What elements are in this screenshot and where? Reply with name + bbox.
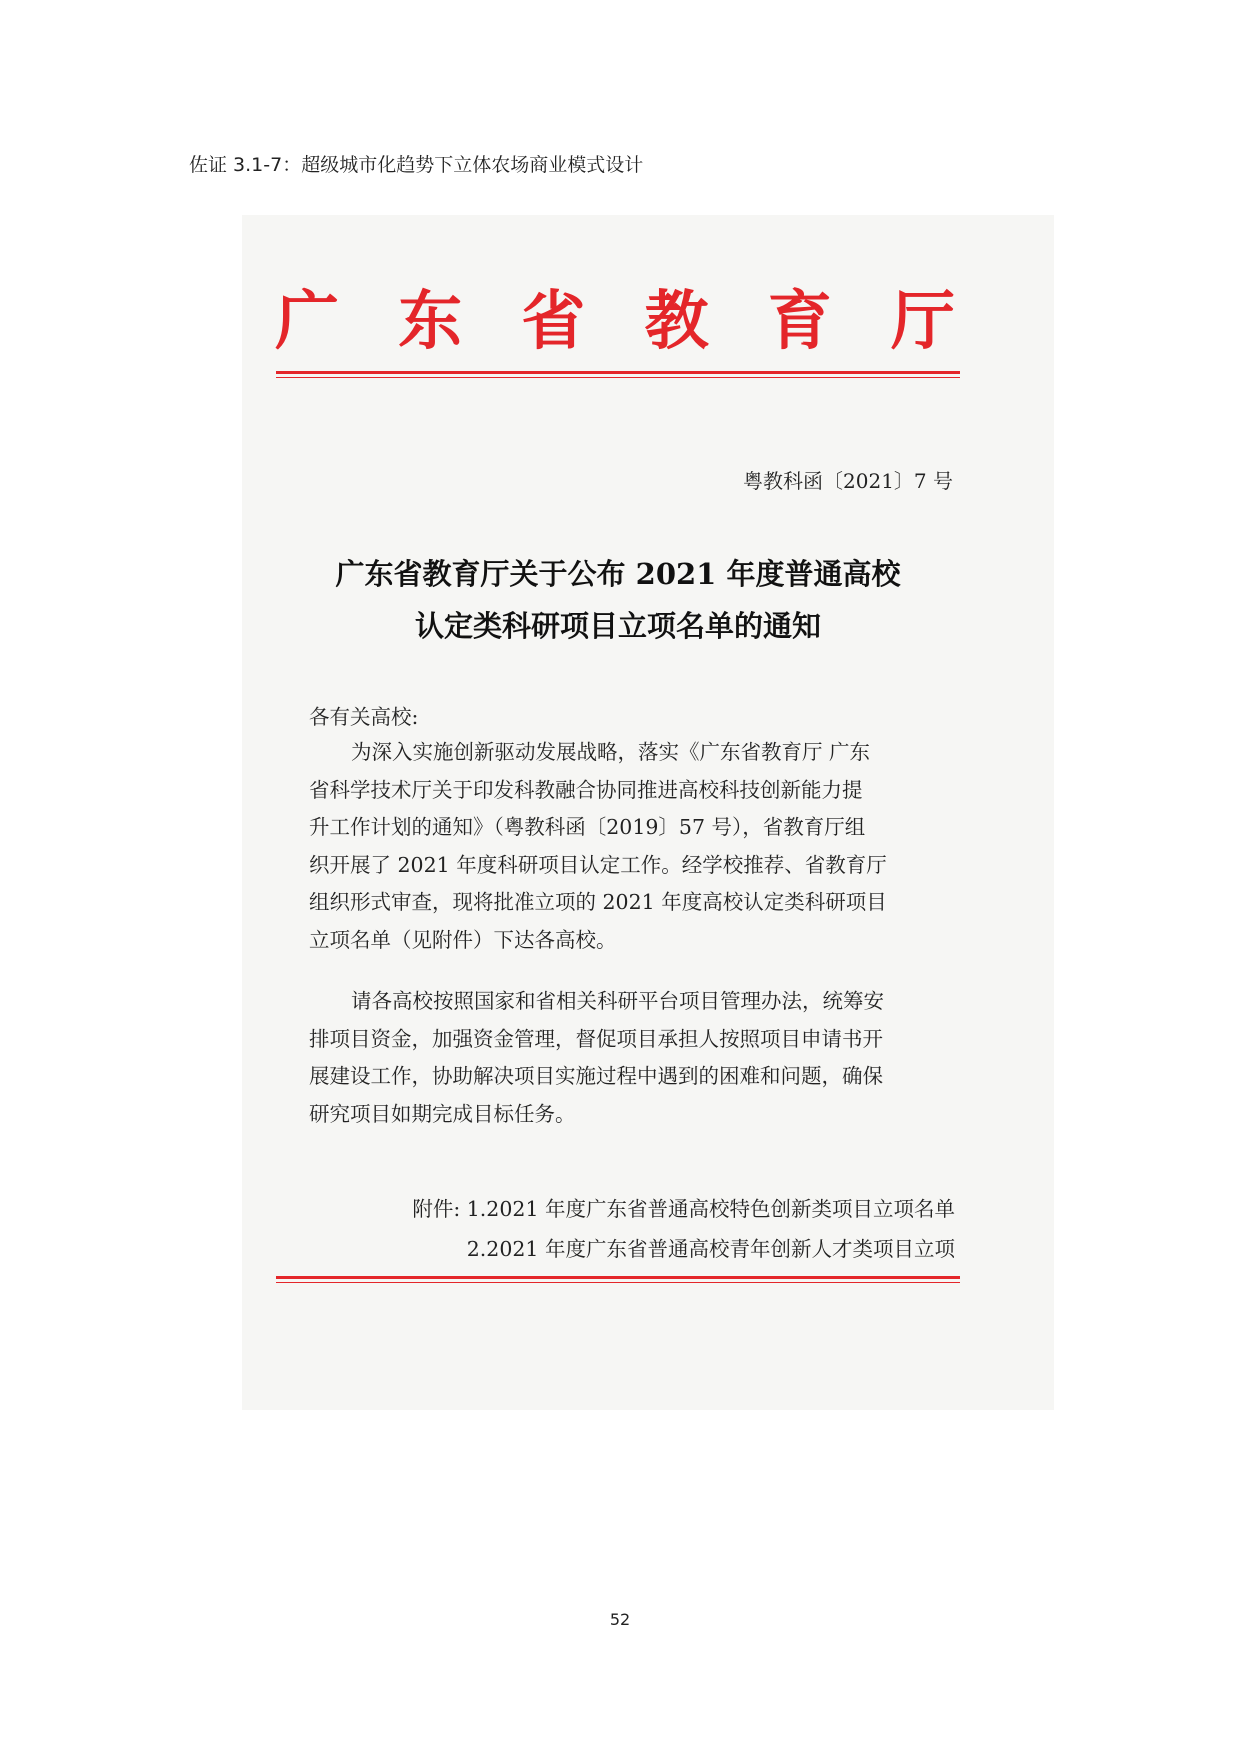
letterhead-char: 厅 — [890, 284, 955, 359]
letterhead-char: 东 — [398, 284, 463, 359]
notice-title-line: 认定类科研项目立项名单的通知 — [414, 609, 821, 643]
paragraph-line: 立项名单（见附件）下达各高校。 — [309, 927, 617, 952]
letterhead-char: 广 — [275, 284, 339, 359]
evidence-caption: 佐证 3.1-7：超级城市化趋势下立体农场商业模式设计 — [189, 154, 644, 176]
paragraph-line: 省科学技术厅关于印发科教融合协同推进高校科技创新能力提 — [309, 777, 863, 802]
addressee: 各有关高校: — [309, 705, 419, 729]
footer-divider — [276, 1276, 960, 1283]
letterhead — [275, 284, 955, 359]
paragraph-line: 为深入实施创新驱动发展战略，落实《广东省教育厅 广东 — [351, 740, 871, 764]
paragraph-line: 排项目资金，加强资金管理，督促项目承担人按照项目申请书开 — [309, 1026, 883, 1051]
letterhead-char: 省 — [521, 284, 586, 359]
paragraph-line: 请各高校按照国家和省相关科研平台项目管理办法，统筹安 — [351, 989, 884, 1013]
notice-title — [276, 548, 960, 652]
attachment-line-1: 附件: 1.2021 年度广东省普通高校特色创新类项目立项名单 — [412, 1197, 955, 1221]
page-number: 52 — [609, 1610, 631, 1629]
paragraph-line: 织开展了 2021 年度科研项目认定工作。经学校推荐、省教育厅 — [309, 852, 887, 877]
attachment-line-2: 2.2021 年度广东省普通高校青年创新人才类项目立项 — [466, 1237, 955, 1261]
body-paragraph-2 — [309, 983, 960, 1133]
paragraph-line: 研究项目如期完成目标任务。 — [309, 1101, 576, 1126]
paragraph-line: 展建设工作，协助解决项目实施过程中遇到的困难和问题，确保 — [309, 1064, 883, 1088]
paragraph-line: 组织形式审查，现将批准立项的 2021 年度高校认定类科研项目 — [309, 890, 887, 914]
letterhead-divider — [276, 371, 960, 378]
letterhead-char: 育 — [767, 284, 832, 359]
letterhead-char: 教 — [644, 284, 709, 359]
body-paragraph-1 — [309, 734, 960, 959]
document-number: 粤教科函〔2021〕7 号 — [743, 469, 953, 493]
paragraph-line: 升工作计划的通知》（粤教科函〔2019〕57 号），省教育厅组 — [309, 815, 866, 839]
notice-title-line: 广东省教育厅关于公布 2021 年度普通高校 — [335, 557, 901, 591]
